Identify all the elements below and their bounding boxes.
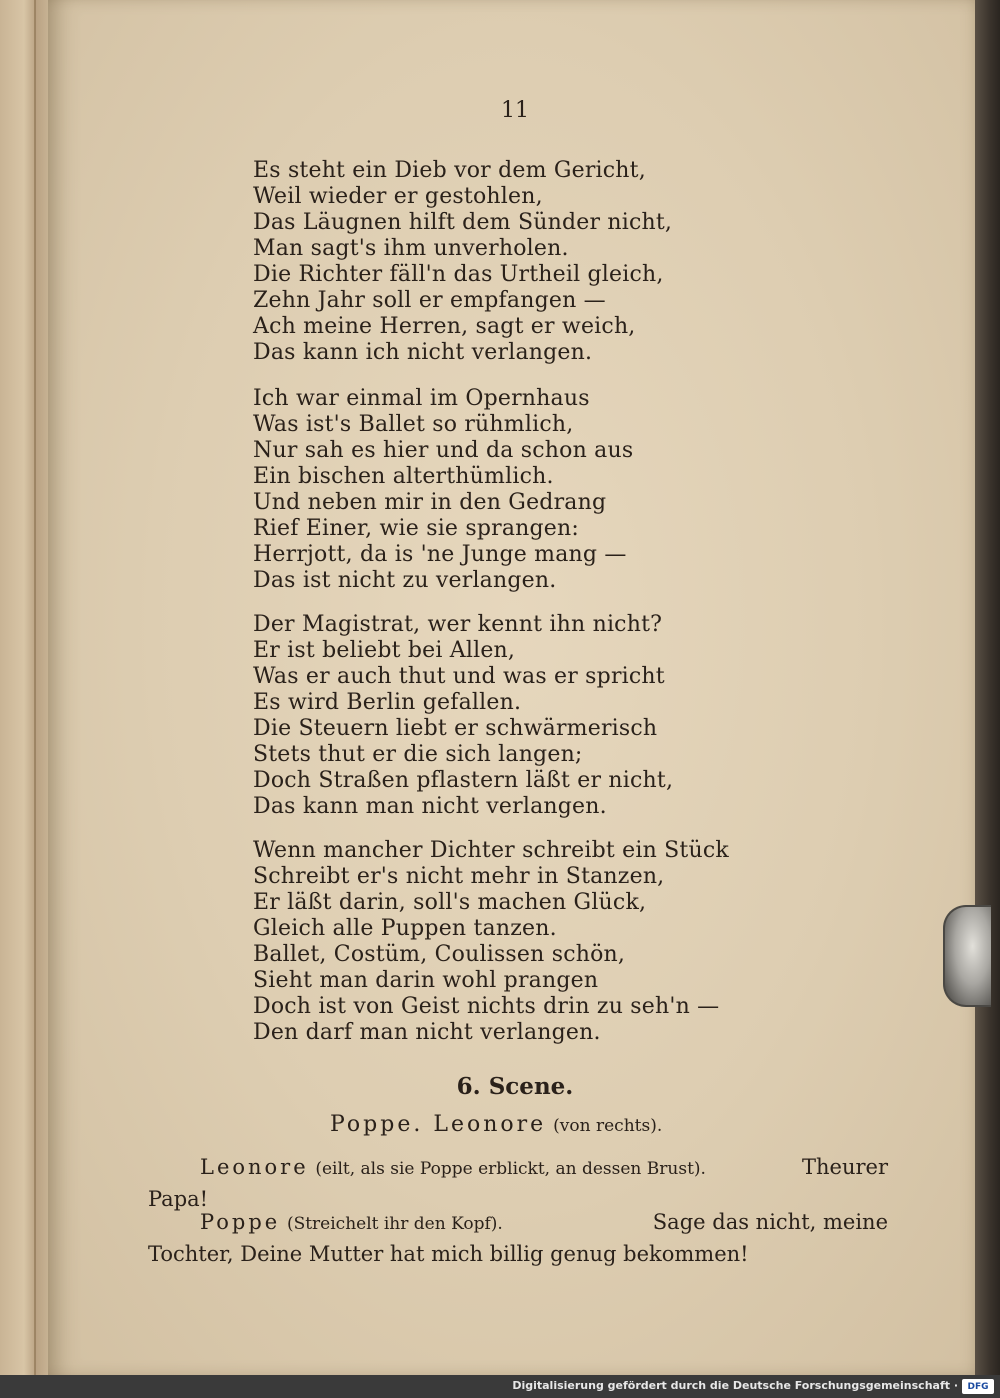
verse-line: Zehn Jahr soll er empfangen — <box>253 288 606 313</box>
dialogue-text: Theurer <box>802 1155 888 1179</box>
verse-line: Gleich alle Puppen tanzen. <box>253 916 557 941</box>
verse-line: Es wird Berlin gefallen. <box>253 690 522 715</box>
verse-line: Das kann man nicht verlangen. <box>253 794 607 819</box>
verse-line: Nur sah es hier und da schon aus <box>253 438 634 463</box>
dialogue-opening <box>200 1152 706 1184</box>
verse-line: Das Läugnen hilft dem Sünder nicht, <box>253 210 673 235</box>
page-edge-shadow <box>975 0 1000 1375</box>
scene-heading: 6. Scene. <box>456 1073 574 1100</box>
verse-line: Ich war einmal im Opernhaus <box>253 386 590 411</box>
verse-line: Er ist beliebt bei Allen, <box>253 638 516 663</box>
verse-line: Doch ist von Geist nichts drin zu seh'n — <box>253 994 720 1019</box>
verse-line: Den darf man nicht verlangen. <box>253 1020 601 1045</box>
verse-line: Rief Einer, wie sie sprangen: <box>253 516 580 541</box>
verse-line: Was er auch thut und was er spricht <box>253 664 665 689</box>
verse-line: Ach meine Herren, sagt er weich, <box>253 314 636 339</box>
dfg-logo-text: DFG <box>967 1381 989 1392</box>
funding-credit: Digitalisierung gefördert durch die Deutsche Forschungsgemeinschaft · <box>512 1379 958 1392</box>
verse-line: Er läßt darin, soll's machen Glück, <box>253 890 647 915</box>
verse-line: Wenn mancher Dichter schreibt ein Stück <box>253 838 729 863</box>
page-number: 11 <box>501 98 529 123</box>
verse-line: Sieht man darin wohl prangen <box>253 968 599 993</box>
verse-line: Ein bischen alterthümlich. <box>253 464 554 489</box>
verse-line: Ballet, Costüm, Coulissen schön, <box>253 942 626 967</box>
stanza <box>253 158 773 366</box>
dialogue-continuation: Papa! <box>148 1187 209 1211</box>
stanza <box>253 386 773 594</box>
verse-line: Der Magistrat, wer kennt ihn nicht? <box>253 612 663 637</box>
dialogue-opening <box>200 1207 503 1239</box>
dfg-logo <box>962 1379 994 1394</box>
verse-line: Das ist nicht zu verlangen. <box>253 568 557 593</box>
cast-names: Poppe. Leonore <box>330 1112 547 1137</box>
verse-line: Das kann ich nicht verlangen. <box>253 340 593 365</box>
speaker-name: Leonore <box>200 1155 309 1179</box>
cast-line <box>330 1110 730 1141</box>
verse-line: Doch Straßen pflastern läßt er nicht, <box>253 768 674 793</box>
stage-direction: (Streichelt ihr den Kopf). <box>286 1214 503 1234</box>
dialogue-paragraph <box>148 1207 888 1269</box>
footer-bar <box>0 1375 1000 1398</box>
verse-line: Die Steuern liebt er schwärmerisch <box>253 716 658 741</box>
stanza <box>253 838 773 1046</box>
dialogue-text: Sage das nicht, meine <box>652 1210 888 1234</box>
dialogue-paragraph <box>148 1152 888 1214</box>
verse-line: Und neben mir in den Gedrang <box>253 490 607 515</box>
cast-stage-direction: (von rechts). <box>553 1116 663 1136</box>
stage-direction: (eilt, als sie Poppe erblickt, an dessen Brust). <box>315 1159 706 1179</box>
dialogue-continuation: Tochter, Deine Mutter hat mich billig genug bekommen! <box>148 1242 749 1266</box>
binding-line <box>34 0 36 1375</box>
page-clip <box>943 905 991 1007</box>
verse-line: Schreibt er's nicht mehr in Stanzen, <box>253 864 665 889</box>
verse-line: Weil wieder er gestohlen, <box>253 184 543 209</box>
speaker-name: Poppe <box>200 1210 281 1234</box>
verse-line: Man sagt's ihm unverholen. <box>253 236 569 261</box>
dialogue-first-line <box>148 1152 888 1184</box>
verse-line: Was ist's Ballet so rühmlich, <box>253 412 574 437</box>
dialogue-first-line <box>148 1207 888 1239</box>
verse-line: Die Richter fäll'n das Urtheil gleich, <box>253 262 664 287</box>
verse-line: Stets thut er die sich langen; <box>253 742 583 767</box>
stanza <box>253 612 773 820</box>
verse-line: Herrjott, da is 'ne Junge mang — <box>253 542 627 567</box>
verse-line: Es steht ein Dieb vor dem Gericht, <box>253 158 646 183</box>
